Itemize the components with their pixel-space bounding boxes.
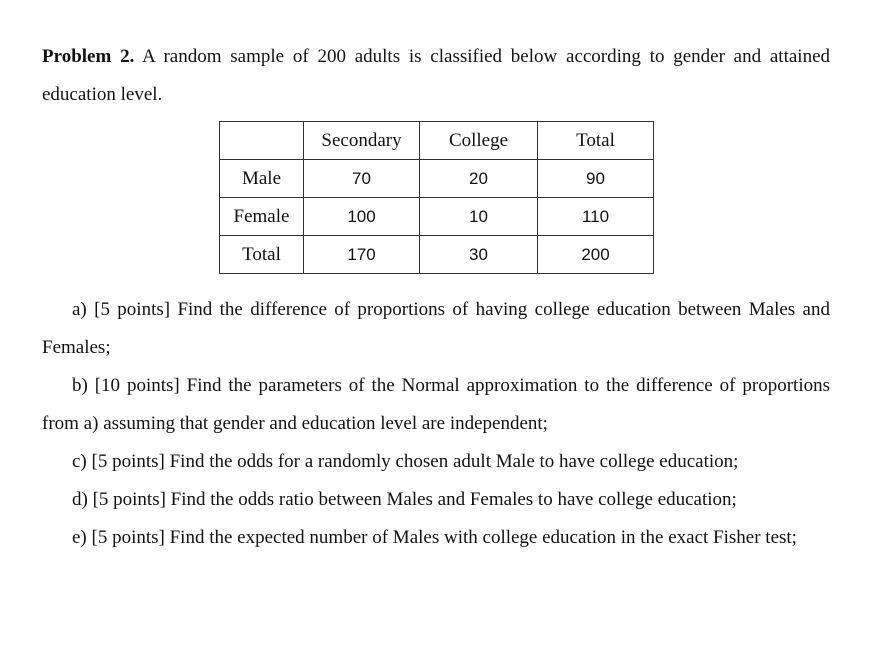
question-d: d) [5 points] Find the odds ratio between Males and Females to have college education; [72,489,737,510]
table-row [220,198,654,236]
header-total: Total [538,122,654,160]
header-college: College [420,122,538,160]
table-row [220,160,654,198]
cell-total-total: 200 [538,236,654,274]
problem-intro [42,38,830,114]
table-header-row [220,122,654,160]
cell-male-total: 90 [538,160,654,198]
row-label-male: Male [220,160,304,198]
cell-male-secondary: 70 [304,160,420,198]
header-secondary: Secondary [304,122,420,160]
question-b: b) [10 points] Find the parameters of the Normal approximation to the difference of proportions from a) assuming that gender and education level are independent; [42,375,830,434]
table-corner-cell [220,122,304,160]
table-row [220,236,654,274]
cell-female-college: 10 [420,198,538,236]
cell-female-secondary: 100 [304,198,420,236]
question-list [42,291,830,557]
question-a: a) [5 points] Find the difference of proportions of having college education between Males and Females; [42,299,830,358]
question-e: e) [5 points] Find the expected number of Males with college education in the exact Fisher test; [72,527,797,548]
problem-statement: A random sample of 200 adults is classified below according to gender and attained education level. [42,46,831,105]
cell-male-college: 20 [420,160,538,198]
cell-total-secondary: 170 [304,236,420,274]
cell-total-college: 30 [420,236,538,274]
contingency-table [219,121,654,274]
problem-label: Problem 2. [42,46,135,67]
row-label-total: Total [220,236,304,274]
row-label-female: Female [220,198,304,236]
cell-female-total: 110 [538,198,654,236]
question-c: c) [5 points] Find the odds for a randomly chosen adult Male to have college education; [72,451,739,472]
